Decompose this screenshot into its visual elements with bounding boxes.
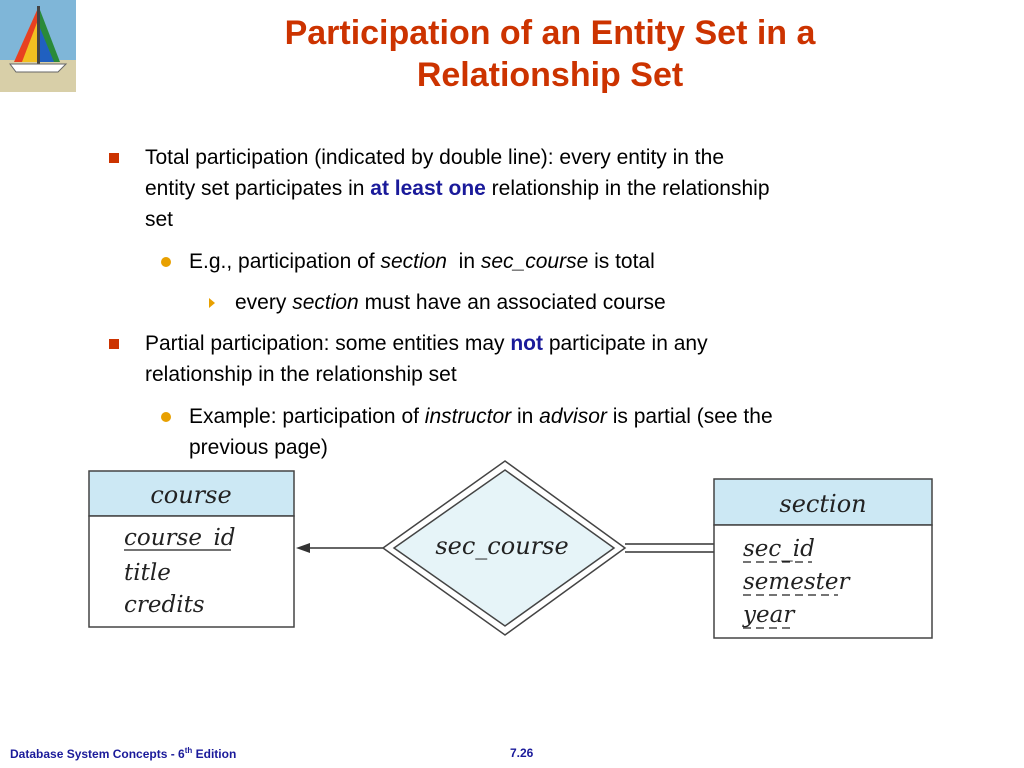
entity-section-name: section [779, 490, 867, 518]
attr-title: title [124, 560, 171, 586]
entity-course [89, 471, 294, 627]
relationship-sec-course [383, 461, 625, 635]
relationship-name: sec_course [435, 532, 569, 560]
sub-bullet-example: Example: participation of instructor in advisor is partial (see the previous page) [189, 401, 949, 463]
bullet-total-participation: Total participation (indicated by double line): every entity in the entity set participates in at least one relationship in the relationship set [145, 142, 945, 235]
footer-page-number: 7.26 [510, 746, 534, 760]
sub-sub-bullet-every-section: every section must have an associated course [235, 287, 935, 318]
attr-year: year [743, 602, 795, 628]
sub-bullet-eg: E.g., participation of section in sec_course is total [189, 246, 949, 277]
attr-credits: credits [124, 592, 205, 618]
title-line-1: Participation of an Entity Set in a [284, 14, 816, 52]
attr-semester: semester [743, 569, 850, 595]
footer-book-title: Database System Concepts - 6th Edition [10, 746, 237, 761]
attr-course-id: course_id [124, 525, 236, 551]
emphasis-at-least-one: at least one [370, 177, 486, 200]
title-line-2: Relationship Set [416, 56, 684, 94]
bullet-partial-participation: Partial participation: some entities may not participate in any relationship in the relationship set [145, 328, 945, 390]
emphasis-not: not [510, 332, 543, 355]
entity-section [714, 479, 932, 638]
entity-course-name: course [150, 481, 232, 509]
arrowhead-icon [296, 543, 310, 553]
attr-sec-id: sec_id [743, 536, 815, 562]
